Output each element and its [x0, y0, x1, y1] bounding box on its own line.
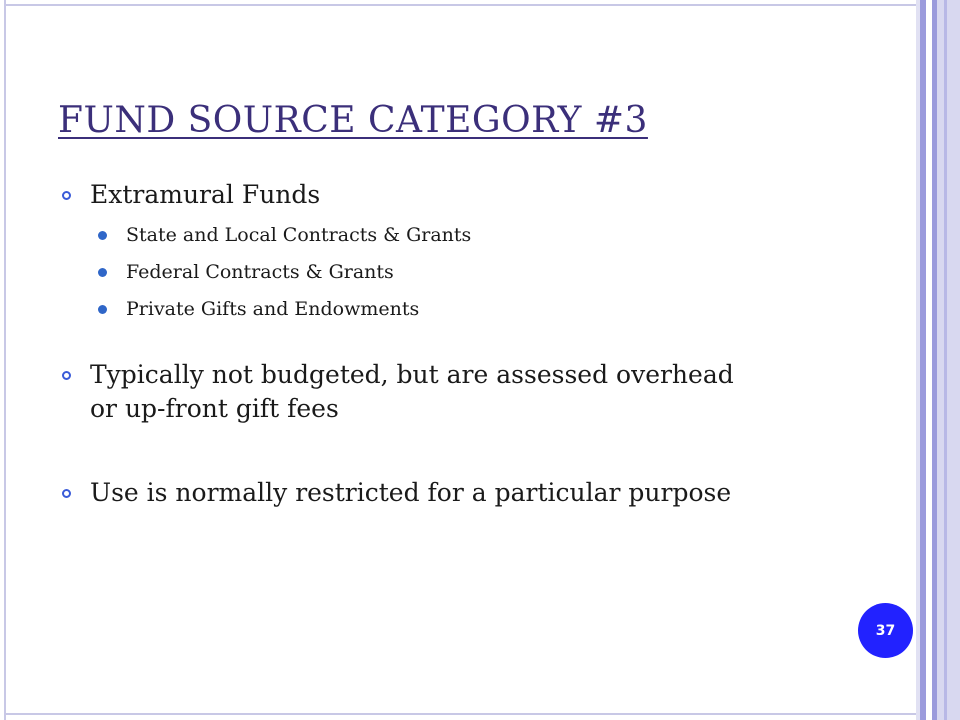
bullet-point-text: Extramural Funds	[90, 180, 321, 209]
page-number-badge	[858, 603, 913, 658]
bullet-point-extramural-funds	[60, 178, 760, 212]
sub-bullet-text: Private Gifts and Endowments	[126, 298, 420, 320]
page-number: 37	[875, 622, 896, 639]
decorative-bar	[944, 0, 947, 720]
sub-bullet-item	[98, 222, 760, 248]
bullet-point-text: Use is normally restricted for a particular purpose	[90, 478, 732, 507]
dot-bullet-icon	[98, 231, 107, 240]
sub-bullet-list	[60, 222, 760, 322]
bullet-point-use-restricted	[60, 476, 760, 510]
sub-bullet-text: State and Local Contracts & Grants	[126, 224, 472, 246]
dot-bullet-icon	[98, 305, 107, 314]
bullet-point-text: Typically not budgeted, but are assessed overhead or up-front gift fees	[90, 360, 734, 423]
ring-bullet-icon	[62, 489, 71, 498]
slide-frame-bottom	[4, 713, 920, 715]
decorative-bar	[937, 0, 960, 720]
sub-bullet-item	[98, 296, 760, 322]
slide-frame-top	[4, 4, 920, 6]
sub-bullet-text: Federal Contracts & Grants	[126, 261, 394, 283]
sub-bullet-item	[98, 259, 760, 285]
ring-bullet-icon	[62, 191, 71, 200]
bullet-point-not-budgeted	[60, 358, 760, 426]
dot-bullet-icon	[98, 268, 107, 277]
slide-frame-left	[4, 0, 6, 720]
ring-bullet-icon	[62, 371, 71, 380]
slide-title: FUND SOURCE CATEGORY #3	[58, 100, 648, 141]
slide-content	[60, 178, 760, 510]
